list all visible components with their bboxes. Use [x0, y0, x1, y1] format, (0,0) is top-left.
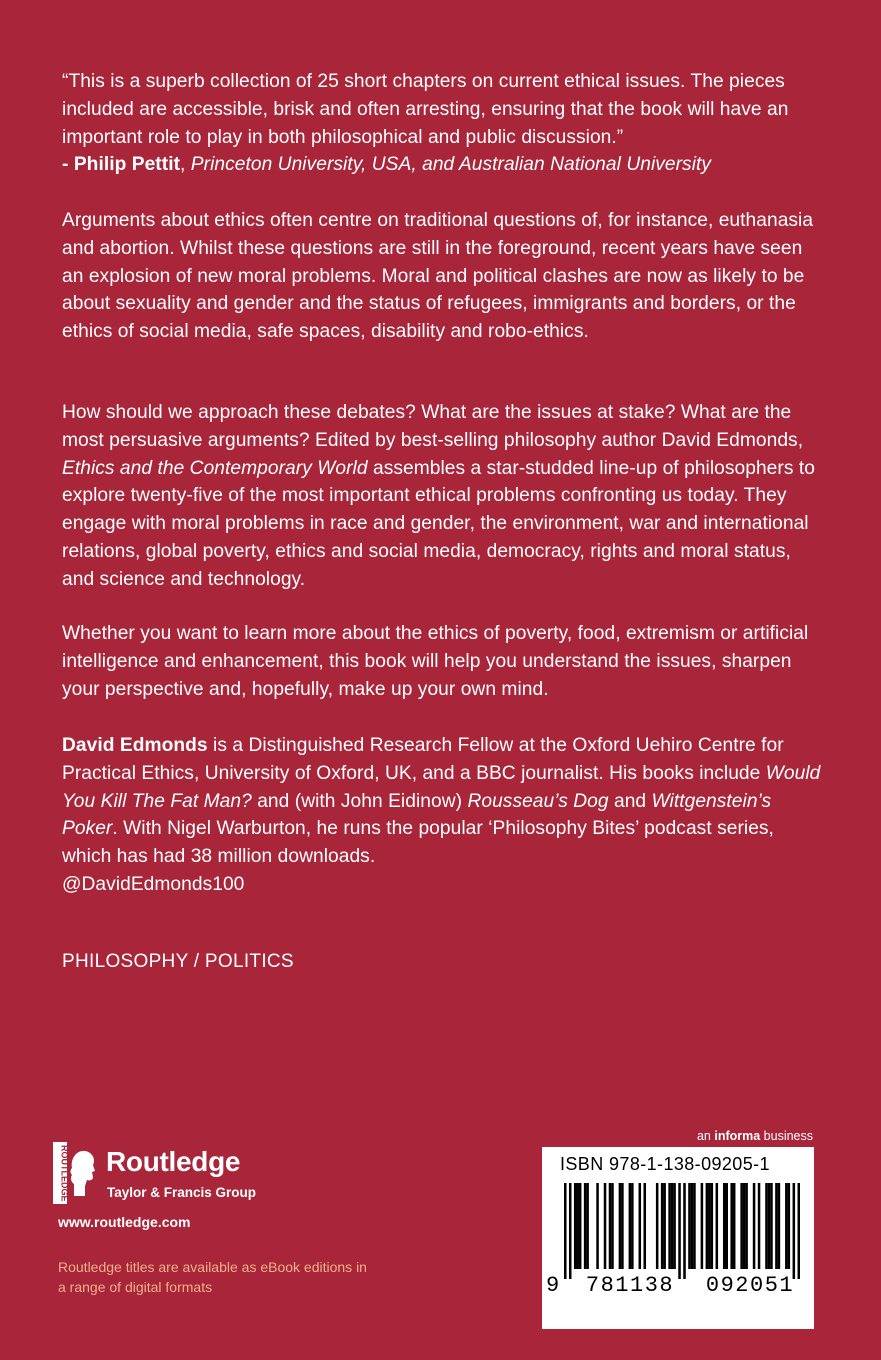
informa-pre: an	[696, 1129, 715, 1143]
barcode-bar	[619, 1183, 622, 1269]
barcode-bar	[723, 1183, 726, 1269]
barcode-bar	[743, 1183, 746, 1269]
endorsement-quote	[62, 68, 822, 179]
bio-text-c: and	[608, 790, 652, 812]
barcode-bar	[564, 1183, 567, 1279]
barcode-bar	[730, 1183, 733, 1269]
barcode-bar	[745, 1183, 748, 1269]
barcode-bar	[629, 1183, 632, 1269]
barcode-bar	[733, 1183, 736, 1269]
author-handle: @DavidEdmonds100	[62, 873, 245, 895]
barcode-bar	[574, 1183, 577, 1269]
barcode-bar	[701, 1183, 704, 1269]
barcode-bar	[765, 1183, 768, 1269]
barcode-bar	[569, 1183, 572, 1279]
book-title-1: Would You Kill The Fat Man?	[62, 762, 821, 812]
quote-affiliation: Princeton University, USA, and Australian National University	[190, 154, 712, 176]
barcode-bar	[643, 1183, 646, 1269]
barcode-bar	[631, 1183, 634, 1269]
subject-category: PHILOSOPHY / POLITICS	[62, 951, 294, 972]
barcode-digits-left: 781138	[585, 1273, 675, 1298]
description-paragraph-2	[62, 399, 822, 594]
publisher-website: www.routledge.com	[58, 1214, 191, 1230]
barcode-bar	[725, 1183, 728, 1269]
informa-business-tagline	[697, 1129, 813, 1143]
description-paragraph-3	[62, 620, 822, 703]
description-paragraph-1	[62, 207, 822, 346]
isbn-label: ISBN 978-1-138-09205-1	[560, 1154, 770, 1174]
barcode-bar	[609, 1183, 612, 1269]
barcode-bar	[683, 1183, 686, 1279]
barcode-bar	[768, 1183, 771, 1269]
paragraph-text-a: How should we approach these debates? What are the issues at stake? What are the most persuasive arguments? Edited by best-selling philosophy author David Edmonds,	[62, 402, 804, 451]
paragraph-text: Arguments about ethics often centre on traditional questions of, for instance, euthanasia and abortion. Whilst these questions are still in the foreground, recent years have seen an explosion of new moral problems. Moral and political clashes are now as likely to be about sexuality and gender and the status of refugees, immigrants and borders, or the ethics of social media, safe spaces, disability and robo-ethics.	[62, 210, 814, 343]
barcode-digits	[546, 1273, 810, 1298]
quote-sep: ,	[180, 154, 191, 176]
publisher-name: Routledge	[106, 1146, 241, 1177]
barcode-bar	[576, 1183, 579, 1269]
barcode-bar	[621, 1183, 624, 1269]
paragraph-text: Whether you want to learn more about the ethics of poverty, food, extremism or artificial intelligence and enhancement, this book will help you understand the issues, sharpen your perspective and, hopefully, make up your own mind.	[62, 623, 809, 700]
bio-text-d: . With Nigel Warburton, he runs the popular ‘Philosophy Bites’ podcast series, which has had 38 million downloads.	[62, 818, 774, 868]
paragraph-text-b: assembles a star-studded line-up of philosophers to explore twenty-five of the most important ethical problems confronting us today. They engage with moral problems in race and gender, the environment, war and international relations, global poverty, ethics and social media, democracy, rights and moral status, and science and technology.	[62, 457, 815, 590]
quote-author: Philip Pettit	[73, 154, 181, 176]
barcode-bar	[758, 1183, 761, 1269]
barcode-bar	[678, 1183, 681, 1279]
book-title-3: Wittgenstein’s Poker	[62, 790, 772, 840]
barcode-bar	[753, 1183, 756, 1269]
routledge-logo	[52, 1140, 292, 1210]
book-title-2: Rousseau’s Dog	[467, 790, 609, 812]
quote-text: “This is a superb collection of 25 short chapters on current ethical issues. The pieces included are accessible, brisk and often arresting, ensuring that the book will have an important role to play in both philosophical and public discussion.”	[62, 71, 789, 148]
barcode-bar	[778, 1183, 781, 1269]
barcode-bar	[639, 1183, 642, 1269]
barcode-digit-first: 9	[546, 1273, 560, 1298]
barcode-bar	[706, 1183, 709, 1269]
barcode-bar	[798, 1183, 800, 1279]
barcode-bar	[688, 1183, 691, 1269]
barcode-bar	[708, 1183, 711, 1269]
barcode-bar	[579, 1183, 582, 1269]
barcode-bar	[788, 1183, 791, 1269]
barcode-bar	[691, 1183, 694, 1269]
barcode-bar	[656, 1183, 659, 1269]
barcode-digits-right: 092051	[705, 1273, 795, 1298]
barcode-bar	[586, 1183, 589, 1269]
author-name: David Edmonds	[62, 735, 208, 756]
informa-post: business	[760, 1129, 813, 1143]
bio-text-a: is a Distinguished Research Fellow at the Oxford Uehiro Centre for Practical Ethics, University of Oxford, UK, and a BBC journalist. His books include	[62, 735, 784, 784]
barcode-bar	[584, 1183, 587, 1269]
publisher-group: Taylor & Francis Group	[107, 1185, 257, 1200]
barcode-bar	[793, 1183, 796, 1279]
barcode-bar	[785, 1183, 788, 1269]
quote-dash: -	[62, 154, 74, 176]
barcode-bar	[596, 1183, 599, 1269]
barcode-bar	[671, 1183, 674, 1269]
barcode-bar	[770, 1183, 773, 1269]
isbn-barcode	[542, 1147, 814, 1329]
barcode-bar	[604, 1183, 607, 1269]
book-title: Ethics and the Contemporary World	[62, 457, 368, 479]
routledge-logo-icon	[52, 1140, 98, 1206]
barcode-bar	[716, 1183, 719, 1269]
barcode-bar	[668, 1183, 671, 1269]
barcode-bar	[775, 1183, 778, 1269]
logo-vertical-text: ROUTLEDGE	[59, 1145, 70, 1202]
barcode-bar	[693, 1183, 696, 1269]
barcode-bar	[740, 1183, 743, 1269]
barcode-bar	[711, 1183, 714, 1269]
bio-text-b: and (with John Eidinow)	[251, 790, 468, 812]
barcode-bars	[564, 1183, 800, 1279]
barcode-bar	[673, 1183, 676, 1269]
informa-brand: informa	[714, 1129, 761, 1143]
barcode-bar	[611, 1183, 614, 1269]
ebook-note: Routledge titles are available as eBook editions in a range of digital formats	[58, 1259, 367, 1295]
author-bio	[62, 732, 822, 899]
barcode-bar	[661, 1183, 664, 1269]
barcode-bar	[663, 1183, 666, 1269]
